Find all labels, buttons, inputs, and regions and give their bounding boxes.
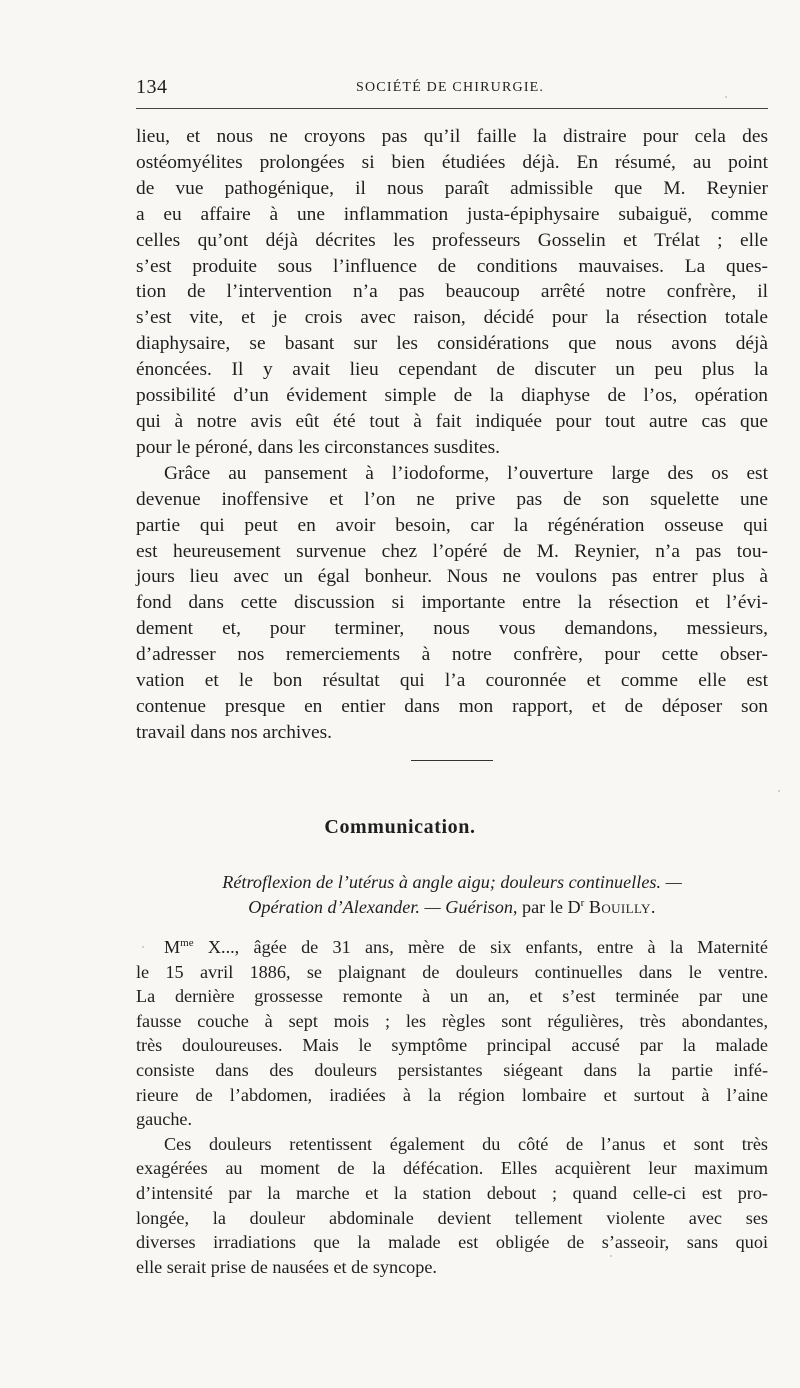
text-line: qui à notre avis eût été tout à fait indiquée pour tout autre cas que (136, 410, 768, 432)
text-line: rieure de l’abdomen, iradiées à la région lombaire et surtout à l’aine (136, 1084, 768, 1105)
text-line: gauche. (136, 1109, 193, 1130)
text-line: énoncées. Il y avait lieu cependant de discuter un peu plus la (136, 359, 768, 381)
text-line: s’est produite sous l’influence de conditions mauvaises. La ques- (136, 255, 768, 277)
doctor-superscript: r (580, 896, 585, 909)
text-line: diverses irradiations que la malade est obligée de s’asseoir, sans quoi (136, 1232, 768, 1253)
text-line-rest: X..., âgée de 31 ans, mère de six enfants, entre à la Maternité (193, 937, 768, 957)
text-line: elle serait prise de nausées et de syncope. (136, 1256, 437, 1277)
text-line: fausse couche à sept mois ; les règles sont régulières, très abondantes, (136, 1010, 768, 1031)
text-line: celles qu’ont déjà décrites les professeurs Gosselin et Trélat ; elle (136, 229, 768, 251)
text-line: tion de l’intervention n’a pas beaucoup arrêté notre confrère, il (136, 281, 768, 303)
scan-speck (142, 946, 144, 948)
article-title-line-1: Rétroflexion de l’utérus à angle aigu; douleurs continuelles. — (222, 872, 682, 892)
article-title (136, 870, 768, 920)
text-line: s’est vite, et je crois avec raison, décidé pour la résection totale (136, 307, 768, 329)
article-title-text: Opération d’Alexander. — Guérison, (248, 897, 518, 917)
text-line: dement et, pour terminer, nous vous demandons, messieurs, (136, 618, 768, 640)
madame-abbrev: M (164, 937, 181, 957)
text-line: est heureusement survenue chez l’opéré de M. Reynier, n’a pas tou- (136, 540, 768, 562)
section-title: Communication. (324, 816, 476, 838)
text-line: Ces douleurs retentissent également du côté de l’anus et sont très (164, 1133, 768, 1154)
text-line: devenue inoffensive et l’on ne prive pas de son squelette une (136, 488, 768, 510)
text-line: vation et le bon résultat qui l’a couronnée et comme elle est (136, 670, 768, 692)
text-line (136, 935, 768, 960)
text-line: le 15 avril 1886, se plaignant de douleurs continuelles dans le ventre. (136, 961, 768, 982)
text-line: possibilité d’un évidement simple de la diaphyse de l’os, opération (136, 385, 768, 407)
text-line: lieu, et nous ne croyons pas qu’il faille la distraire pour cela des (136, 126, 768, 147)
text-line: contenue presque en entier dans mon rapport, et de déposer son (136, 695, 768, 717)
report-text (136, 124, 768, 746)
text-line: La dernière grossesse remonte à un an, et s’est terminée par une (136, 986, 768, 1007)
text-line: ostéomyélites prolongées si bien étudiées déjà. En résumé, au point (136, 151, 768, 173)
section-divider (411, 760, 493, 761)
header-rule (136, 108, 768, 109)
text-line: consiste dans des douleurs persistantes siégeant dans la partie infé- (136, 1059, 768, 1080)
text-line: partie qui peut en avoir besoin, car la régénération osseuse qui (136, 514, 768, 536)
scan-speck (778, 790, 780, 792)
text-line: d’intensité par la marche et la station debout ; quand celle-ci est pro- (136, 1182, 768, 1203)
scan-speck (610, 1255, 612, 1257)
text-line: a eu affaire à une inflammation justa-épiphysaire subaiguë, comme (136, 203, 768, 225)
text-line: fond dans cette discussion si importante entre la résection et l’évi- (136, 592, 768, 614)
article-body (136, 935, 768, 1279)
madame-superscript: me (180, 936, 194, 949)
text-line: d’adresser nos remerciements à notre confrère, pour cette obser- (136, 644, 768, 666)
text-line: diaphysaire, se basant sur les considérations que nous avons déjà (136, 333, 768, 355)
text-line: longée, la douleur abdominale devient tellement violente avec ses (136, 1207, 768, 1228)
text-line: pour le péroné, dans les circonstances susdites. (136, 436, 501, 458)
text-line: exagérées au moment de la défécation. Elles acquièrent leur maximum (136, 1158, 768, 1179)
scan-speck (725, 96, 727, 98)
page-header (136, 72, 766, 102)
article-title-line-2 (136, 895, 768, 920)
text-line: jours lieu avec un égal bonheur. Nous ne voulons pas entrer plus à (136, 566, 768, 588)
text-line: travail dans nos archives. (136, 721, 332, 743)
article-byline: par le D (522, 897, 581, 917)
running-title: SOCIÉTÉ DE CHIRURGIE. (356, 80, 545, 95)
page-number: 134 (136, 76, 168, 98)
text-line: Grâce au pansement à l’iodoforme, l’ouverture large des os est (164, 462, 768, 484)
text-line: de vue pathogénique, il nous paraît admissible que M. Reynier (136, 177, 768, 199)
article-author: Bouilly. (588, 897, 656, 917)
text-line: très douloureuses. Mais le symptôme principal accusé par la malade (136, 1035, 768, 1056)
